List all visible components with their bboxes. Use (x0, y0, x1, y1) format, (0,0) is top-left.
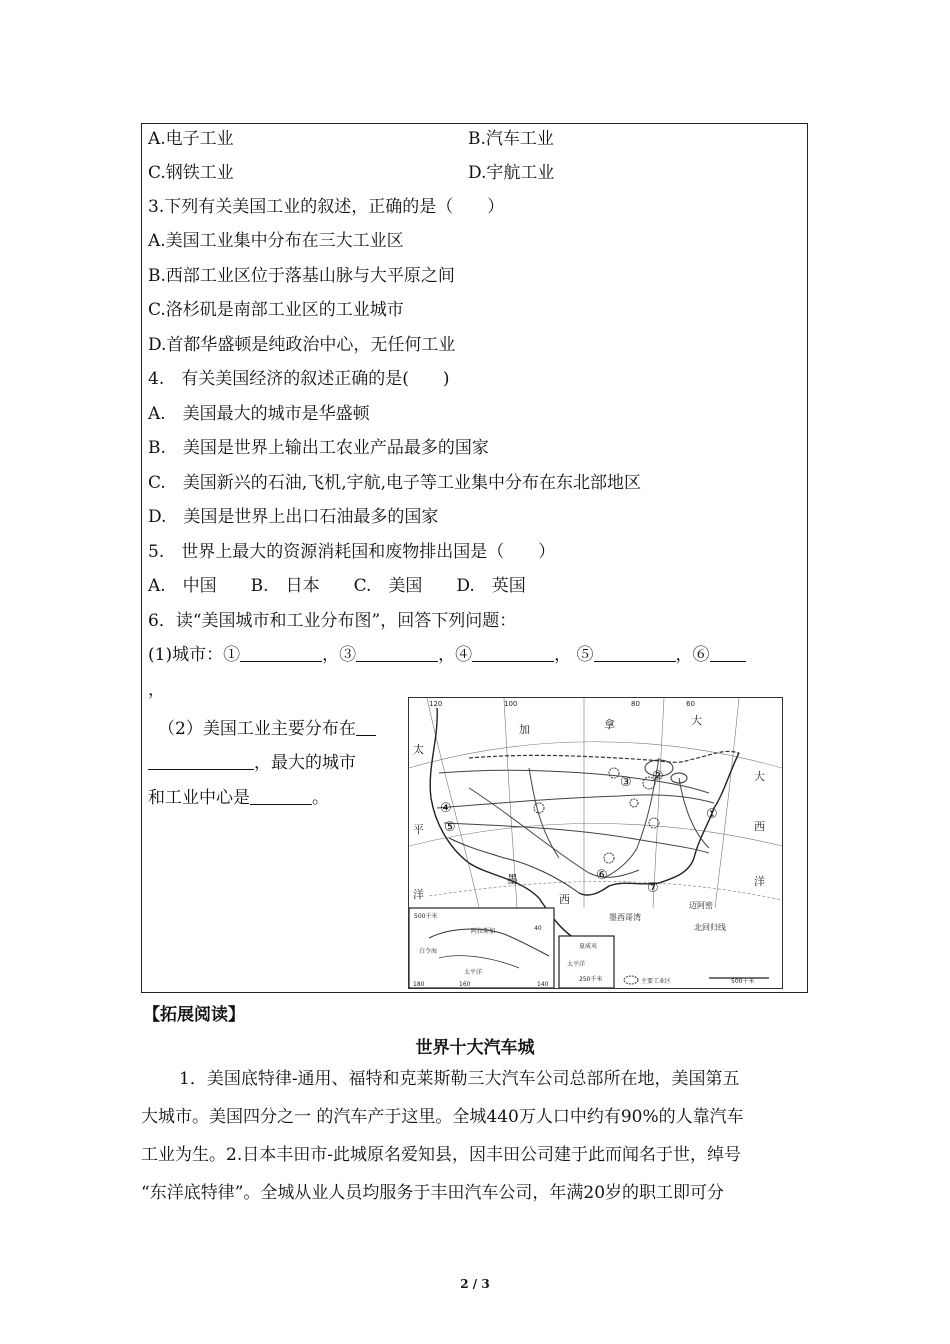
q6-part2-text-a: （2）美国工业主要分布在 (158, 719, 356, 739)
q2-option-d: D.宇航工业 (468, 163, 555, 183)
extension-para-line2: 大城市。美国四分之一 的汽车产于这里。全城440万人口中约有90%的人靠汽车 (141, 1107, 744, 1127)
map-label-havana: 迈阿密 (689, 901, 713, 910)
lon-label: 80 (631, 700, 640, 708)
q6-part2-line1 (158, 717, 376, 741)
q4-stem: 4. 有关美国经济的叙述正确的是( ) (148, 369, 450, 389)
map-label-atlantic: 西 (754, 820, 765, 833)
map-city-marker: ⑥ (596, 868, 608, 883)
city-6-number: ⑥ (692, 645, 710, 665)
extension-para-line3: 工业为生。2.日本丰田市-此城原名爱知县，因丰田公司建于此而闻名于世，绰号 (141, 1145, 741, 1165)
inset-label-pacific: 太平洋 (464, 969, 483, 976)
inset-lat: 40 (534, 925, 542, 932)
us-city-industry-map (408, 697, 783, 989)
map-city-marker: ② (652, 769, 664, 784)
city-5-number: ⑤ (576, 645, 594, 665)
lon-label: 60 (686, 700, 695, 708)
inset-label-pacific: 太平洋 (567, 961, 586, 968)
industry-region-blank[interactable] (356, 717, 376, 736)
q5-stem: 5. 世界上最大的资源消耗国和废物排出国是（ ） (148, 542, 556, 562)
inset-label-alaska: 阿拉斯加 (471, 928, 496, 935)
extension-heading: 【拓展阅读】 (143, 1005, 245, 1025)
q6-continuation-comma: ， (148, 680, 165, 700)
q2-option-b: B.汽车工业 (468, 129, 554, 149)
city-1-number: ① (223, 645, 241, 665)
map-label-canada: 加 (519, 723, 530, 736)
city-5-blank[interactable] (594, 643, 676, 662)
map-city-marker: ⑤ (444, 820, 456, 835)
inset-lat: 160 (459, 981, 471, 988)
map-label-canada: 大 (691, 714, 702, 727)
inset-scale: 500千米 (414, 913, 438, 920)
q5-options: A. 中国 B. 日本 C. 美国 D. 英国 (148, 576, 526, 596)
q4-option-b: B. 美国是世界上输出工农业产品最多的国家 (148, 438, 489, 458)
q3-stem: 3.下列有关美国工业的叙述，正确的是（ ） (148, 197, 505, 217)
lon-label: 100 (504, 700, 518, 708)
separator: ， (554, 645, 572, 665)
q6-stem: 6．读“美国城市和工业分布图”，回答下列问题： (148, 611, 517, 631)
q6-part1 (148, 643, 746, 667)
inset-label-hawaii: 夏威夷 (579, 943, 598, 950)
q6-part2-text-c: 和工业中心是 (148, 788, 250, 808)
q4-option-a: A. 美国最大的城市是华盛顿 (148, 404, 370, 424)
separator: ， (438, 645, 456, 665)
map-label-canada: 拿 (604, 718, 615, 731)
extension-para-line1: 1．美国底特律-通用、福特和克莱斯勒三大汽车公司总部所在地，美国第五 (179, 1069, 740, 1089)
q4-option-d: D. 美国是世界上出口石油最多的国家 (148, 507, 439, 527)
q3-option-b: B.西部工业区位于落基山脉与大平原之间 (148, 266, 455, 286)
map-label-mexico: 墨 (507, 873, 518, 886)
extension-title: 世界十大汽车城 (415, 1038, 535, 1058)
map-label-pacific: 平 (413, 823, 424, 836)
map-city-marker: ⑦ (647, 881, 659, 896)
q3-option-a: A.美国工业集中分布在三大工业区 (148, 231, 404, 251)
extension-para-line4: “东洋底特律”。全城从业人员均服务于丰田汽车公司，年满20岁的职工即可分 (141, 1183, 725, 1203)
q6-part1-label: (1)城市： (148, 645, 224, 665)
map-label-gulf: 墨西哥湾 (609, 913, 641, 922)
map-label-atlantic: 洋 (754, 875, 765, 888)
q6-part2-line2 (148, 751, 356, 775)
city-6-blank[interactable] (710, 643, 746, 662)
separator: ， (675, 645, 693, 665)
q4-option-c: C. 美国新兴的石油,飞机,宇航,电子等工业集中分布在东北部地区 (148, 473, 642, 493)
q6-part2-line3 (148, 786, 329, 810)
separator: ， (322, 645, 340, 665)
q2-option-c: C.钢铁工业 (148, 163, 234, 183)
map-label-pacific: 太 (413, 743, 424, 756)
legend-label: 主要工业区 (641, 978, 672, 985)
lon-label: 120 (429, 700, 443, 708)
q3-option-d: D.首都华盛顿是纯政治中心，无任何工业 (148, 335, 456, 355)
q3-option-c: C.洛杉矶是南部工业区的工业城市 (148, 300, 404, 320)
map-city-marker: ① (706, 807, 718, 822)
map-label-atlantic: 大 (754, 770, 765, 783)
map-city-marker: ③ (620, 775, 632, 790)
q2-option-a: A.电子工业 (148, 129, 234, 149)
city-1-blank[interactable] (240, 643, 322, 662)
city-3-blank[interactable] (356, 643, 438, 662)
q6-part2-text-d: 。 (312, 788, 329, 808)
map-svg (409, 698, 782, 988)
q6-part2-text-b: ，最大的城市 (254, 753, 356, 773)
largest-city-blank[interactable] (250, 786, 312, 805)
city-4-blank[interactable] (472, 643, 554, 662)
page-number: 2 / 3 (460, 1277, 490, 1291)
inset-scale: 250千米 (579, 976, 603, 983)
city-3-number: ③ (339, 645, 357, 665)
main-scale: 500千米 (731, 978, 755, 985)
inset-lat: 140 (537, 981, 549, 988)
map-label-mexico: 西 (559, 893, 570, 906)
map-label-pacific: 洋 (413, 888, 424, 901)
industry-region-blank-cont[interactable] (148, 751, 254, 770)
city-4-number: ④ (455, 645, 473, 665)
inset-label-bering: 白令海 (419, 948, 438, 955)
inset-lat: 180 (413, 981, 425, 988)
map-city-marker: ④ (440, 801, 452, 816)
map-label-tropic: 北回归线 (694, 923, 726, 932)
